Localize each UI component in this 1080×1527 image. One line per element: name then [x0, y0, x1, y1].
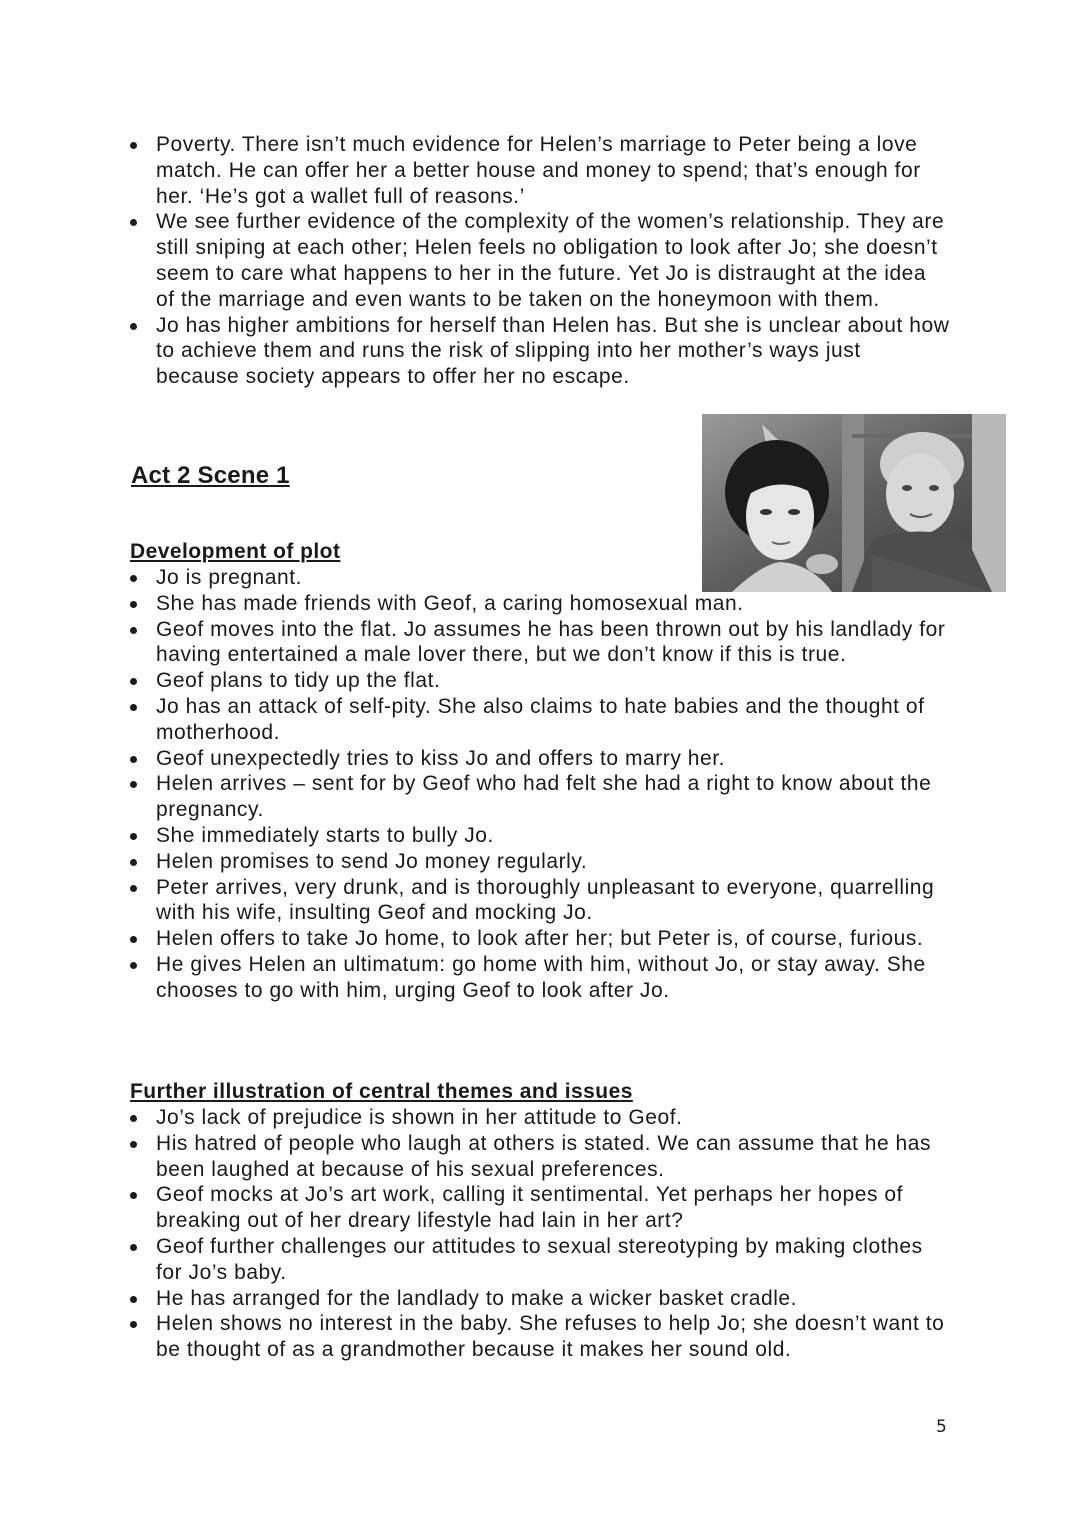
list-item-text: His hatred of people who laugh at others is stated. We can assume that he has been laughed at because of his sexual preferences.: [156, 1131, 932, 1181]
bullet-icon: [130, 575, 137, 582]
bullet-icon: [130, 142, 137, 149]
list-item: [130, 771, 952, 823]
list-item-text: Geof plans to tidy up the flat.: [156, 669, 441, 693]
bullet-icon: [130, 627, 137, 634]
list-item: [130, 694, 952, 746]
list-item: [130, 1311, 952, 1363]
list-item-text: Jo has higher ambitions for herself than Helen has. But she is unclear about how to achieve them and runs the risk of slipping into her mother’s ways just because society appears to offer her no escape.: [156, 313, 950, 389]
bullet-icon: [130, 1321, 137, 1328]
themes-heading: Further illustration of central themes and issues: [130, 1080, 633, 1103]
bullet-icon: [130, 859, 137, 866]
list-item: [130, 1131, 952, 1183]
bullet-icon: [130, 1141, 137, 1148]
list-item-text: Geof unexpectedly tries to kiss Jo and offers to marry her.: [156, 746, 725, 770]
themes-section: [130, 1079, 952, 1363]
bullet-icon: [130, 219, 137, 226]
list-item-text: Geof mocks at Jo’s art work, calling it sentimental. Yet perhaps her hopes of breaking out of her dreary lifestyle had lain in her art?: [156, 1183, 903, 1233]
bullet-icon: [130, 1192, 137, 1199]
list-item: [130, 1286, 952, 1312]
list-item: [130, 926, 952, 952]
plot-bullet-list: [130, 565, 952, 1004]
list-item-text: We see further evidence of the complexity of the women’s relationship. They are still sniping at each other; Helen feels no obligation to look after Jo; she doesn’t seem to care what happens to her in the future. Yet Jo is distraught at the idea of the marriage and even wants to be taken on the honeymoon with them.: [156, 210, 945, 311]
bullet-icon: [130, 781, 137, 788]
list-item: [130, 668, 952, 694]
list-item-text: Helen promises to send Jo money regularly.: [156, 849, 588, 873]
list-item: [130, 952, 952, 1004]
list-item: [130, 132, 950, 209]
bullet-icon: [130, 936, 137, 943]
list-item-text: Helen arrives – sent for by Geof who had felt she had a right to know about the pregnancy.: [156, 772, 932, 822]
list-item-text: Helen offers to take Jo home, to look after her; but Peter is, of course, furious.: [156, 927, 924, 951]
bullet-icon: [130, 704, 137, 711]
list-item-text: Geof moves into the flat. Jo assumes he has been thrown out by his landlady for having entertained a male lover there, but we don’t know if this is true.: [156, 617, 946, 667]
list-item: [130, 209, 950, 312]
bullet-icon: [130, 1244, 137, 1251]
list-item: [130, 875, 952, 927]
list-item-text: Helen shows no interest in the baby. She refuses to help Jo; she doesn’t want to be thought of as a grandmother because it makes her sound old.: [156, 1312, 945, 1362]
list-item-text: He gives Helen an ultimatum: go home with him, without Jo, or stay away. She chooses to go with him, urging Geof to look after Jo.: [156, 952, 926, 1002]
list-item: [130, 617, 952, 669]
list-item: [130, 849, 952, 875]
list-item-text: She has made friends with Geof, a caring homosexual man.: [156, 591, 744, 615]
bullet-icon: [130, 885, 137, 892]
themes-bullet-list: [130, 1105, 952, 1363]
plot-section: [130, 539, 952, 1004]
bullet-icon: [130, 1296, 137, 1303]
bullet-icon: [130, 323, 137, 330]
list-item-text: Jo’s lack of prejudice is shown in her attitude to Geof.: [156, 1106, 683, 1129]
list-item-text: He has arranged for the landlady to make a wicker basket cradle.: [156, 1286, 798, 1310]
list-item-text: She immediately starts to bully Jo.: [156, 823, 494, 847]
plot-heading: Development of plot: [130, 540, 341, 563]
page-number: 5: [936, 1417, 947, 1437]
intro-bullet-list: [130, 132, 950, 390]
list-item: [130, 591, 952, 617]
list-item: [130, 823, 952, 849]
list-item: [130, 1182, 952, 1234]
bullet-icon: [130, 678, 137, 685]
bullet-icon: [130, 756, 137, 763]
list-item: [130, 313, 950, 390]
bullet-icon: [130, 1115, 137, 1122]
bullet-icon: [130, 833, 137, 840]
list-item-text: Geof further challenges our attitudes to sexual stereotyping by making clothes for Jo’s baby.: [156, 1234, 923, 1284]
bullet-icon: [130, 962, 137, 969]
list-item: [130, 746, 952, 772]
list-item: [130, 1234, 952, 1286]
list-item-text: Jo is pregnant.: [156, 566, 303, 589]
list-item-text: Peter arrives, very drunk, and is thoroughly unpleasant to everyone, quarrelling with his wife, insulting Geof and mocking Jo.: [156, 875, 935, 925]
bullet-icon: [130, 601, 137, 608]
list-item-text: Poverty. There isn’t much evidence for Helen’s marriage to Peter being a love match. He can offer her a better house and money to spend; that’s enough for her. ‘He’s got a wallet full of reasons.’: [156, 133, 921, 208]
act-heading: Act 2 Scene 1: [131, 462, 290, 489]
list-item-text: Jo has an attack of self-pity. She also claims to hate babies and the thought of motherhood.: [156, 694, 925, 744]
list-item: [130, 565, 952, 591]
list-item: [130, 1105, 952, 1131]
